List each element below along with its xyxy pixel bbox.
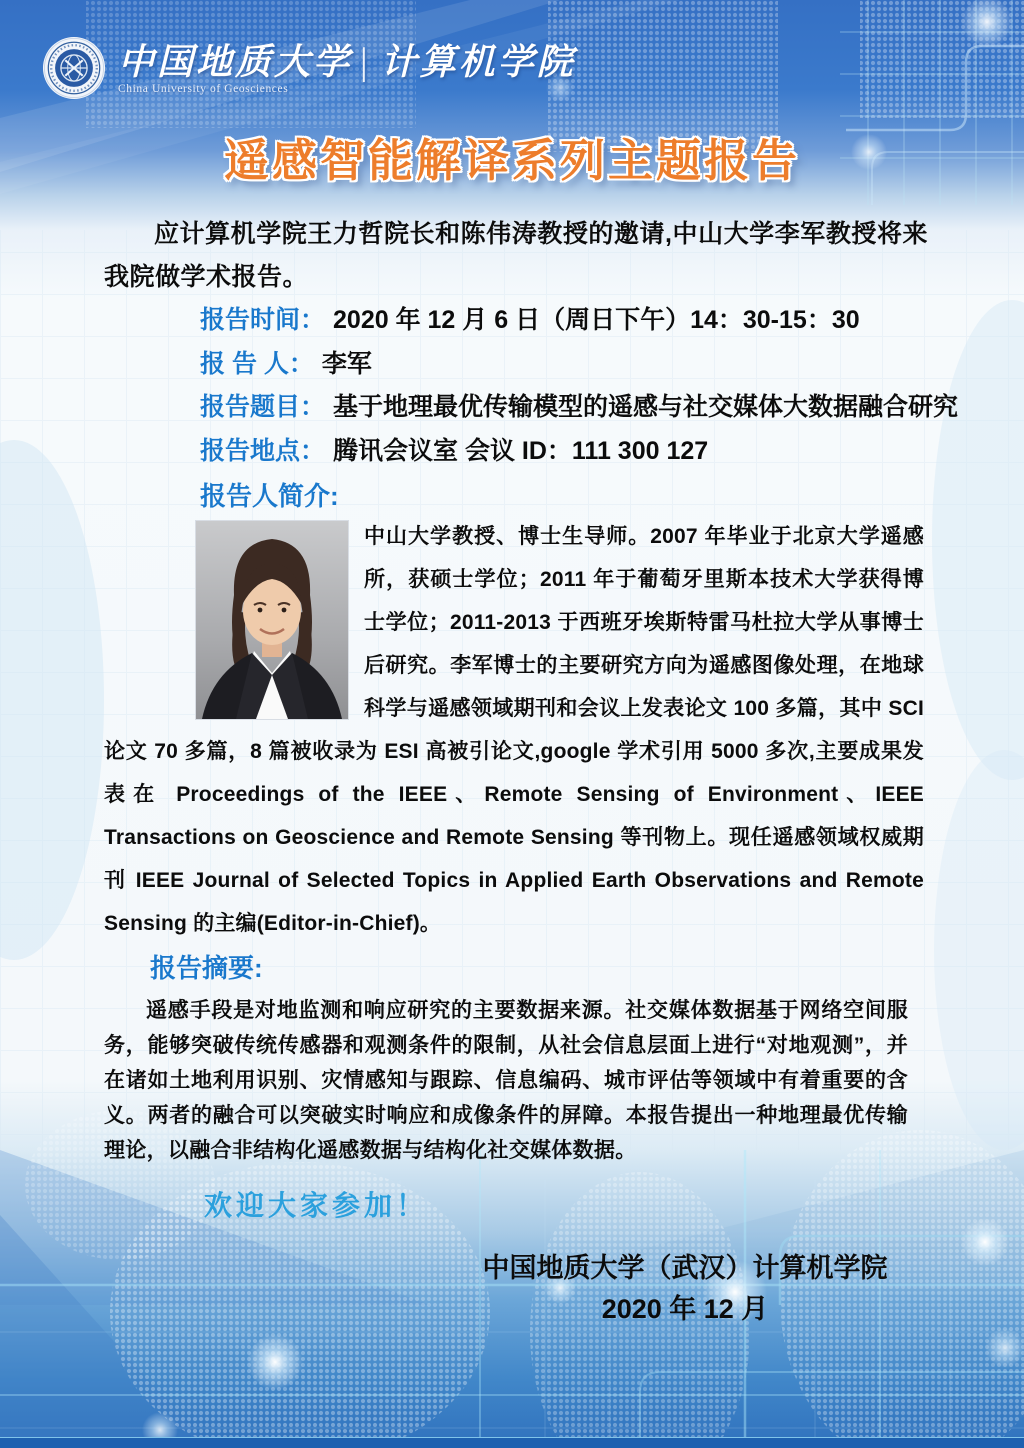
brand <box>118 42 576 95</box>
report-details <box>200 299 959 473</box>
speaker-photo <box>196 521 348 719</box>
abstract-text: 遥感手段是对地监测和响应研究的主要数据来源。社交媒体数据基于网络空间服务，能够突破传统传感器和观测条件的限制，从社会信息层面上进行“对地观测”，并在诸如土地利用识别、灾情感知与跟踪、信息编码、城市评估等领域中有着重要的含义。两者的融合可以突破实时响应和成像条件的屏障。本报告提出一种地理最优传输理论，以融合非结构化遥感数据与结构化社交媒体数据。 <box>104 999 908 1162</box>
detail-row-location <box>200 430 944 474</box>
page-title: 遥感智能解译系列主题报告 <box>223 135 800 186</box>
brand-divider: | <box>360 40 371 83</box>
intro-paragraph: 应计算机学院王力哲院长和陈伟涛教授的邀请,中山大学李军教授将来我院做学术报告。 <box>104 220 928 291</box>
header <box>42 36 576 100</box>
welcome-note: 欢迎大家参加！ <box>204 1191 429 1222</box>
bio-section <box>104 515 924 945</box>
university-name: 中国地质大学 <box>118 41 353 82</box>
footer <box>450 1248 920 1330</box>
university-seal-logo <box>42 36 106 100</box>
detail-value-location: 腾讯会议室 会议 ID：111 300 127 <box>333 436 709 465</box>
detail-value-topic: 基于地理最优传输模型的遥感与社交媒体大数据融合研究 <box>333 393 959 421</box>
detail-label-location: 报告地点： <box>200 436 326 465</box>
detail-label-time: 报告时间： <box>200 306 326 334</box>
bio-text: 中山大学教授、博士生导师。2007 年毕业于北京大学遥感所，获硕士学位；2011 年于葡萄牙里斯本技术大学获得博士学位；2011-2013 于西班牙埃斯特雷马杜拉大学从事博士后研究。李军博士的主要研究方向为遥感图像处理，在地球科学与遥感领域期刊和会议上发表论文 100 多篇，其中 SCI 论文 70 多篇，8 篇被收录为 ESI 高被引论文,google 学术引用 5000 多次,主要成果发表在 Proceedings of the IEEE、Remote Sensing of Environment、IEEE Transactions on Geoscience and Remote Sensing 等刊物上。现任遥感领域权威期刊 IEEE Journal of Selected Topics in Applied Earth Observations and Remote Sensing 的主编(Editor-in-Chief)。 <box>104 525 924 935</box>
detail-value-time: 2020 年 12 月 6 日（周日下午）14：30-15：30 <box>333 306 860 334</box>
footer-org: 中国地质大学（武汉）计算机学院 <box>482 1253 888 1283</box>
department-name: 计算机学院 <box>380 41 576 82</box>
detail-label-topic: 报告题目： <box>200 393 326 421</box>
university-name-en: China University of Geosciences <box>118 82 289 95</box>
brand-title <box>118 42 576 82</box>
detail-row-speaker <box>200 343 944 387</box>
detail-row-time <box>200 299 944 343</box>
detail-value-speaker: 李军 <box>321 349 372 378</box>
abstract-heading: 报告摘要: <box>150 953 263 983</box>
bottom-strip <box>0 1437 1024 1448</box>
footer-date: 2020 年 12 月 <box>601 1294 769 1324</box>
bio-heading: 报告人简介: <box>200 481 339 511</box>
detail-row-topic <box>200 386 959 430</box>
detail-label-speaker: 报 告 人： <box>200 349 314 378</box>
